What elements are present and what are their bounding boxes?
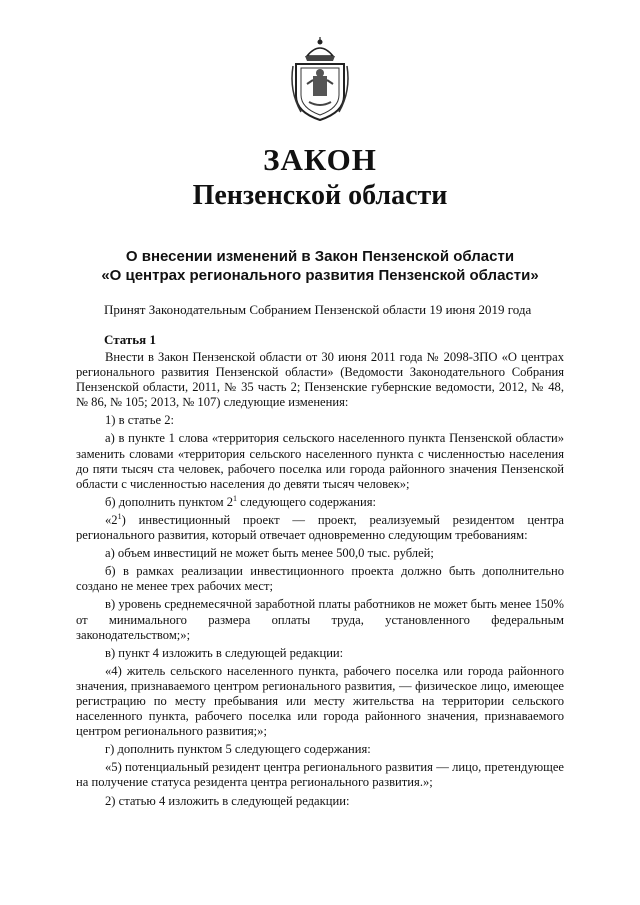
paragraph: 1) в статье 2: [105, 413, 175, 428]
paragraph [76, 495, 564, 510]
paragraph: б) в рамках реализации инвестиционного проекта должно быть дополнительно создано не менее трех рабочих мест; [76, 564, 564, 594]
paragraph-text: ) инвестиционный проект — проект, реализуемый резидентом центра регионального развития, который отвечает одновременно следующим требованиям: [76, 512, 564, 543]
coat-of-arms-emblem [287, 36, 353, 124]
subtitle-line-1: О внесении изменений в Закон Пензенской области [125, 248, 515, 265]
paragraph: «4) житель сельского населенного пункта, рабочего поселка или города районного значения, признаваемого центром регионального развития, — физическое лицо, имеющее регистрацию по месту пребывания или месту жительства на территории сельского населенного пункта, рабочего поселка или города районного значения, признаваемого центром регионального развития;»; [76, 663, 564, 739]
paragraph-text: б) дополнить пунктом 2 [105, 494, 234, 509]
superscript: 1 [117, 511, 122, 521]
paragraph: Внести в Закон Пензенской области от 30 июня 2011 года № 2098-ЗПО «О центрах регионального развития Пензенской области» (Ведомости Законодательного Собрания Пензенской области, 2011, № 35 часть 2; Пензенские губернские ведомости, 2012, № 48, № 86, № 105; 2013, № 107) следующие изменения: [76, 350, 564, 410]
law-title: ЗАКОН [263, 142, 377, 177]
paragraph-text: следующего содержания: [237, 494, 377, 509]
paragraph: а) в пункте 1 слова «территория сельского населенного пункта Пензенской области» заменить словами «территория сельского населенного пункта с численностью населения до пяти тысяч ста человек, рабочего поселка или города районного значения Пензенской области с численностью населения до девяти тысяч человек»; [76, 431, 564, 491]
paragraph: 2) статью 4 изложить в следующей редакции: [105, 793, 350, 808]
article-heading: Статья 1 [104, 332, 156, 347]
superscript: 1 [233, 493, 238, 503]
paragraph: в) уровень среднемесячной заработной платы работников не может быть менее 150% от минимального размера оплаты труда, установленного федеральным законодательством;»; [76, 597, 564, 642]
law-subtitle [0, 247, 640, 285]
paragraph: г) дополнить пунктом 5 следующего содержания: [105, 742, 371, 757]
region-title: Пензенской области [192, 180, 448, 211]
paragraph [76, 513, 564, 543]
adoption-note: Принят Законодательным Собранием Пензенской области 19 июня 2019 года [104, 302, 532, 317]
paragraph-text: «2 [105, 512, 118, 527]
paragraph: в) пункт 4 изложить в следующей редакции: [105, 645, 344, 660]
article-body [76, 350, 564, 812]
paragraph: «5) потенциальный резидент центра регионального развития — лицо, претендующее на получение статуса резидента центра регионального развития.»; [76, 760, 564, 790]
paragraph: а) объем инвестиций не может быть менее 500,0 тыс. рублей; [105, 546, 434, 561]
subtitle-line-2: «О центрах регионального развития Пензенской области» [101, 267, 539, 284]
